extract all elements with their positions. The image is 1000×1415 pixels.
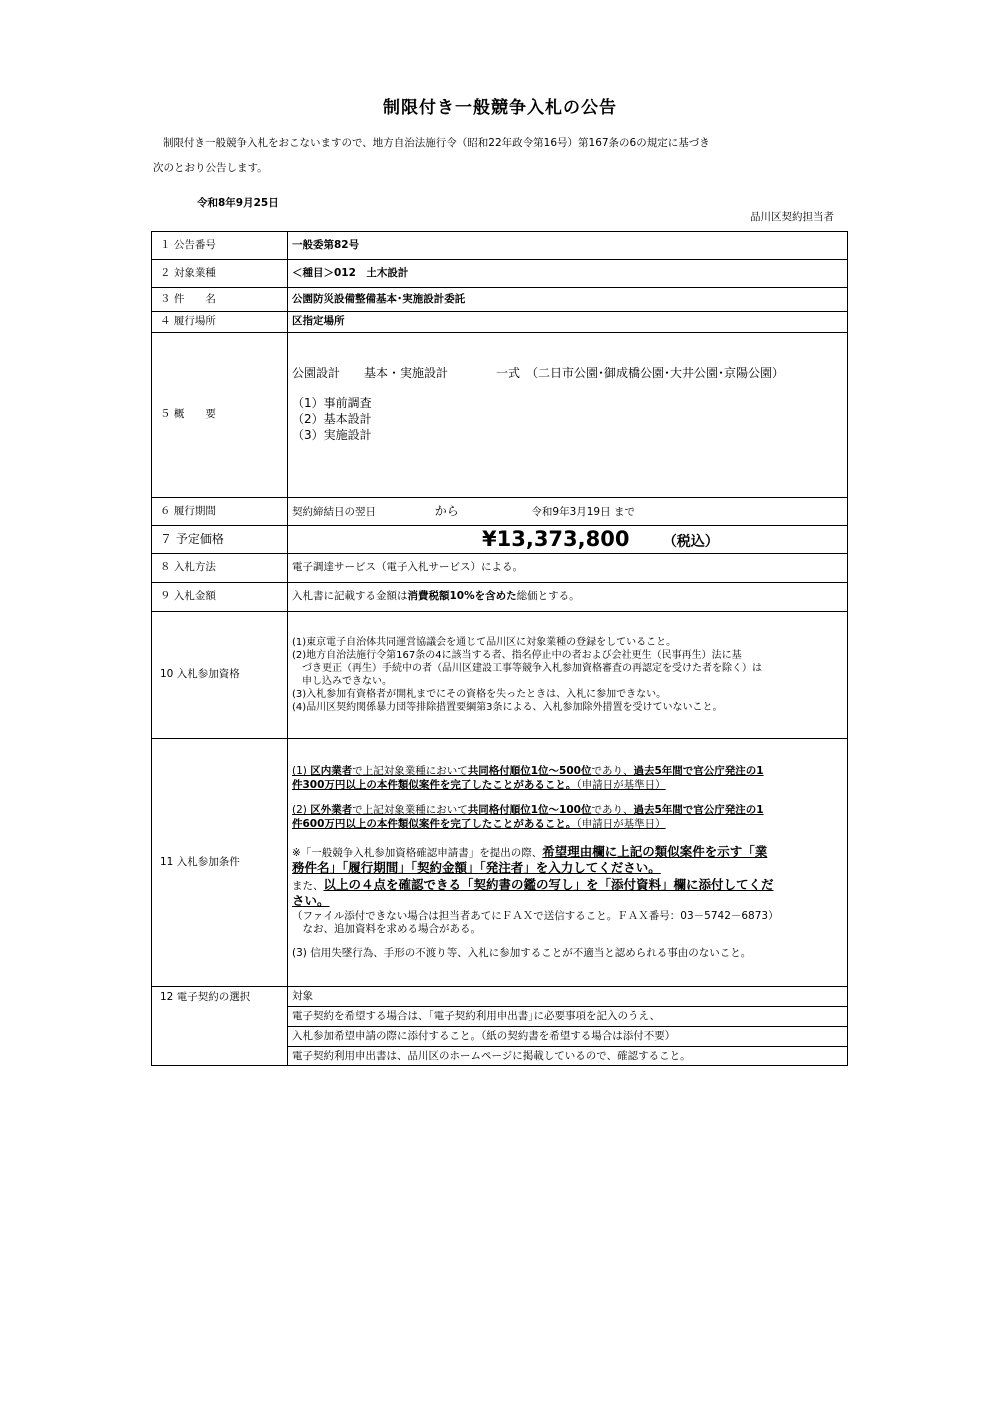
row-location (152, 312, 848, 333)
note-text: ※「一般競争入札参加資格確認申請書」を提出の際、 (292, 846, 543, 859)
qualification-line: (2)地方自治法施行令第167条の4に該当する者、指名停止中の者および会社更生（民事再生）法に基 (292, 650, 742, 662)
cond-text: であり、 (591, 765, 634, 778)
row-bid-amount (152, 583, 848, 612)
row-label: ９ 入札金額 (152, 583, 288, 612)
notice-table (151, 231, 848, 1066)
bid-amount-value (288, 583, 848, 612)
intro-text-line2: 次のとおり公告します。 (153, 162, 268, 174)
cond-bold: 共同格付順位1位～100位 (467, 804, 592, 817)
cond-bold: 区外業者 (310, 804, 353, 817)
subject-value: 公園防災設備整備基本･実施設計委託 (288, 288, 848, 312)
conditions-value (288, 739, 848, 987)
row-conditions (152, 739, 848, 987)
row-period (152, 498, 848, 526)
e-contract-value (288, 987, 848, 1066)
period-value (288, 498, 848, 526)
row-label: ８ 入札方法 (152, 554, 288, 583)
cond-bold: 過去5年間で官公庁発注の1 (633, 765, 764, 778)
row-label: ４ 履行場所 (152, 312, 288, 333)
cond-bold: 過去5年間で官公庁発注の1 (633, 804, 764, 817)
e-contract-line: 入札参加希望申請の際に添付すること。（紙の契約書を希望する場合は添付不要） (288, 1026, 847, 1046)
cond-text: であり、 (591, 804, 634, 817)
bid-amount-bold: 消費税額10%を含めた (407, 590, 517, 603)
overview-item: （3）実施設計 (292, 428, 372, 443)
qualification-line: づき更正（再生）手続中の者（品川区建設工事等競争入札参加資格審査の再認定を受けた者を除く）は (292, 663, 762, 675)
e-contract-line: 対象 (292, 990, 313, 1003)
note-line (292, 877, 843, 894)
tax-note: （税込） (662, 534, 719, 550)
note-text: また、 (292, 879, 324, 892)
note-line (292, 844, 843, 861)
cond-text: (2) (292, 804, 311, 817)
qualification-value (288, 612, 848, 739)
period-start: 契約締結日の翌日 (292, 505, 376, 518)
condition-1 (292, 765, 843, 779)
condition-2-cont (292, 818, 843, 832)
industry-value: ＜種目＞012 土木設計 (288, 260, 848, 288)
page-title: 制限付き一般競争入札の公告 (383, 98, 617, 118)
qualification-line: 申し込みできない。 (292, 676, 392, 688)
location-value: 区指定場所 (288, 312, 848, 333)
row-label: 12 電子契約の選択 (152, 987, 288, 1066)
overview-line: 公園設計 基本・実施設計 一式 （二日市公園･御成橋公園･大井公園･京陽公園） (292, 365, 785, 380)
cond-bold: 区内業者 (310, 765, 353, 778)
overview-value (288, 333, 848, 498)
condition-2 (292, 804, 843, 818)
cond-bold: 件600万円以上の本件類似案件を完了したことがあること。 (292, 818, 577, 831)
intro-text-line1: 制限付き一般競争入札をおこないますので、地方自治法施行令（昭和22年政令第16号）第167条の6の規定に基づき (163, 137, 710, 149)
note-emphasis: さい。 (292, 893, 330, 909)
additional-note: なお、追加資料を求める場合がある。 (292, 923, 481, 936)
condition-1-cont (292, 779, 843, 793)
row-qualification (152, 612, 848, 739)
row-label: ２ 対象業種 (152, 260, 288, 288)
estimated-price: ¥13,373,800 (482, 527, 630, 551)
cond-bold: 共同格付順位1位～500位 (467, 765, 592, 778)
cond-text: （申請日が基準日） (576, 778, 666, 791)
condition-3: (3) 信用失墜行為、手形の不渡り等、入札に参加することが不適当と認められる事由のないこと。 (292, 946, 752, 959)
e-contract-line: 電子契約利用申出書は、品川区のホームページに掲載しているので、確認すること。 (288, 1046, 847, 1065)
row-notice-number (152, 232, 848, 260)
row-e-contract (152, 987, 848, 1066)
row-label: ６ 履行期間 (152, 498, 288, 526)
note-emphasis: 希望理由欄に上記の類似案件を示す「業 (542, 843, 768, 859)
row-estimated-price (152, 526, 848, 554)
row-label: ３ 件 名 (152, 288, 288, 312)
notice-date: 令和8年9月25日 (197, 197, 279, 209)
row-label: 10 入札参加資格 (152, 612, 288, 739)
overview-item: （1）事前調査 (292, 395, 372, 410)
row-label: 11 入札参加条件 (152, 739, 288, 987)
cond-bold: 件300万円以上の本件類似案件を完了したことがあること。 (292, 778, 577, 791)
qualification-line: (1)東京電子自治体共同運営協議会を通じて品川区に対象業種の登録をしていること。 (292, 637, 677, 649)
notice-number-value: 一般委第82号 (288, 232, 848, 260)
bid-amount-text: 総価とする。 (516, 590, 580, 603)
cond-text: で上記対象業種において (352, 765, 468, 778)
e-contract-line: 電子契約を希望する場合は、｢電子契約利用申出書｣に必要事項を記入のうえ、 (288, 1006, 847, 1026)
row-label: １ 公告番号 (152, 232, 288, 260)
overview-item: （2）基本設計 (292, 412, 372, 426)
issuer: 品川区契約担当者 (750, 211, 834, 223)
cond-text: (1) (292, 765, 311, 778)
note-emphasis: 務件名」「履行期間」「契約金額」「発注者」を入力してください。 (292, 860, 661, 876)
qualification-line: (4)品川区契約関係暴力団等排除措置要綱第3条による、入札参加除外措置を受けていないこと。 (292, 702, 723, 714)
row-industry (152, 260, 848, 288)
bid-method-value: 電子調達サービス（電子入札サービス）による。 (288, 554, 848, 583)
cond-text: で上記対象業種において (352, 804, 468, 817)
row-bid-method (152, 554, 848, 583)
row-label: ７ 予定価格 (152, 526, 288, 554)
price-value (288, 526, 848, 554)
row-overview (152, 333, 848, 498)
row-label: ５ 概 要 (152, 333, 288, 498)
row-subject (152, 288, 848, 312)
cond-text: （申請日が基準日） (576, 818, 666, 831)
note-emphasis: 以上の４点を確認できる「契約書の鑑の写し」を「添付資料」欄に添付してくだ (323, 876, 774, 892)
period-from: から (434, 503, 459, 518)
bid-amount-text: 入札書に記載する金額は (292, 590, 408, 603)
qualification-line: (3)入札参加有資格者が開札までにその資格を失ったときは、入札に参加できない。 (292, 689, 667, 701)
period-end: 令和9年3月19日 まで (531, 505, 635, 518)
fax-note: （ファイル添付できない場合は担当者あてにＦＡＸで送信すること。ＦＡＸ番号：03－5742－6873） (292, 909, 779, 922)
